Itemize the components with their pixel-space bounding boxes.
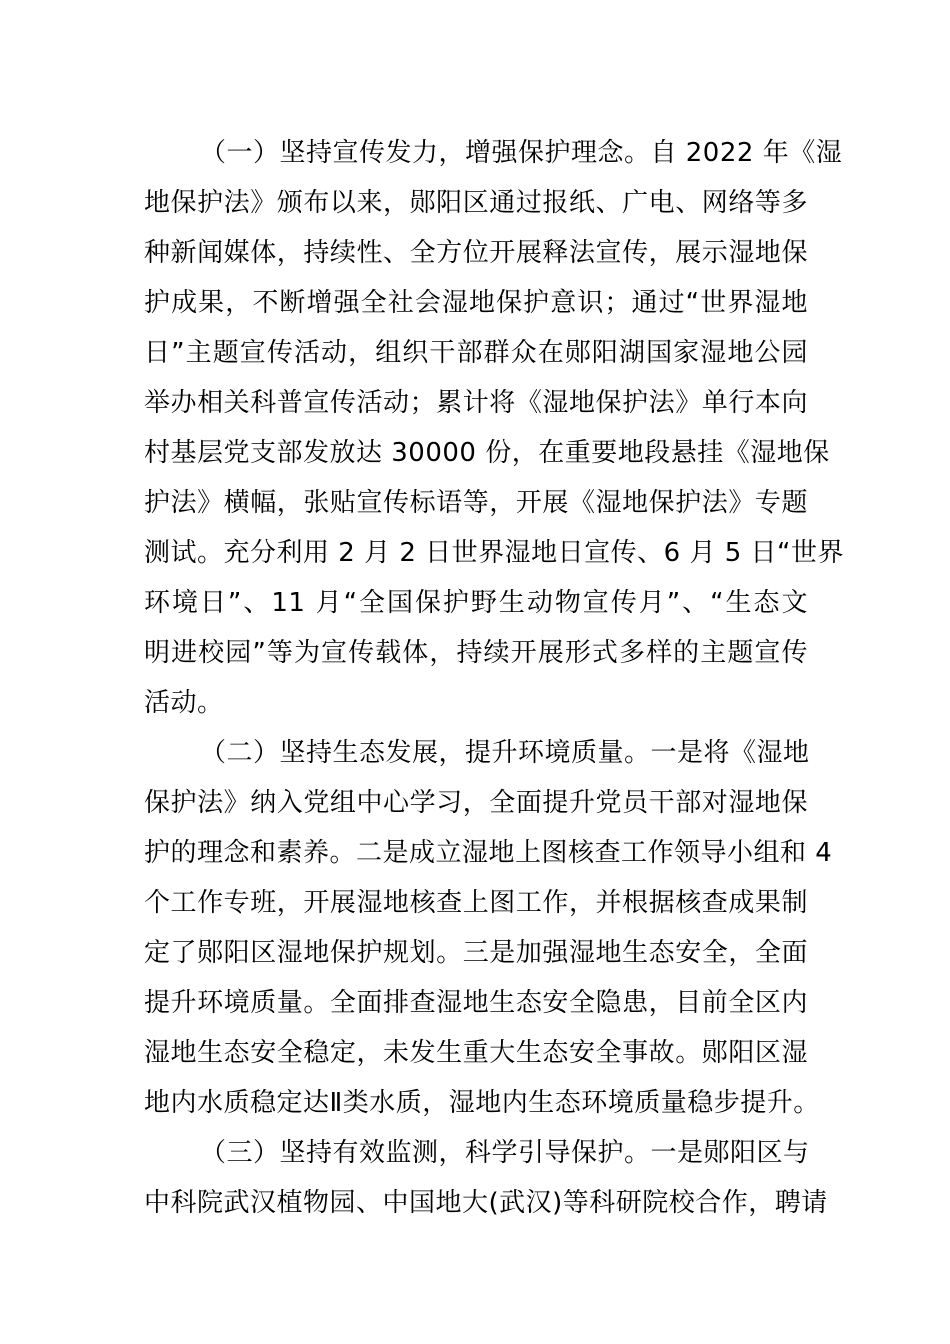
paragraph-2-line-8: 地内水质稳定达Ⅱ类水质，湿地内生态环境质量稳步提升。 <box>144 1088 820 1118</box>
paragraph-2-line-1: （二）坚持生态发展，提升环境质量。一是将《湿地 <box>200 738 810 768</box>
paragraph-2-line-5: 定了郧阳区湿地保护规划。三是加强湿地生态安全，全面 <box>144 938 808 968</box>
paragraph-1-line-6: 举办相关科普宣传活动；累计将《湿地保护法》单行本向 <box>144 388 808 418</box>
paragraph-1-line-12: 活动。 <box>144 688 224 718</box>
paragraph-1-line-11: 明进校园”等为宣传载体，持续开展形式多样的主题宣传 <box>144 638 808 668</box>
paragraph-1-line-5: 日”主题宣传活动，组织干部群众在郧阳湖国家湿地公园 <box>144 338 808 368</box>
paragraph-2-line-2: 保护法》纳入党组中心学习，全面提升党员干部对湿地保 <box>144 788 808 818</box>
body-text <box>144 128 844 1228</box>
paragraph-1-line-9: 测试。充分利用 2 月 2 日世界湿地日宣传、6 月 5 日“世界 <box>144 538 844 568</box>
paragraph-1-line-8: 护法》横幅，张贴宣传标语等，开展《湿地保护法》专题 <box>144 488 808 518</box>
paragraph-1-line-10: 环境日”、11 月“全国保护野生动物宣传月”、“生态文 <box>144 588 808 618</box>
paragraph-1-line-7: 村基层党支部发放达 30000 份，在重要地段悬挂《湿地保 <box>144 438 830 468</box>
paragraph-2-line-7: 湿地生态安全稳定，未发生重大生态安全事故。郧阳区湿 <box>144 1038 808 1068</box>
paragraph-1-line-3: 种新闻媒体，持续性、全方位开展释法宣传，展示湿地保 <box>144 238 808 268</box>
paragraph-2-line-6: 提升环境质量。全面排查湿地生态安全隐患，目前全区内 <box>144 988 808 1018</box>
paragraph-1-line-1: （一）坚持宣传发力，增强保护理念。自 2022 年《湿 <box>200 138 843 168</box>
paragraph-3-line-2: 中科院武汉植物园、中国地大(武汉)等科研院校合作，聘请 <box>144 1188 828 1218</box>
paragraph-2-line-4: 个工作专班，开展湿地核查上图工作，并根据核查成果制 <box>144 888 808 918</box>
paragraph-3-line-1: （三）坚持有效监测，科学引导保护。一是郧阳区与 <box>200 1138 810 1168</box>
paragraph-1-line-4: 护成果，不断增强全社会湿地保护意识；通过“世界湿地 <box>144 288 808 318</box>
paragraph-2-line-3: 护的理念和素养。二是成立湿地上图核查工作领导小组和 4 <box>144 838 833 868</box>
paragraph-1-line-2: 地保护法》颁布以来，郧阳区通过报纸、广电、网络等多 <box>144 188 808 218</box>
